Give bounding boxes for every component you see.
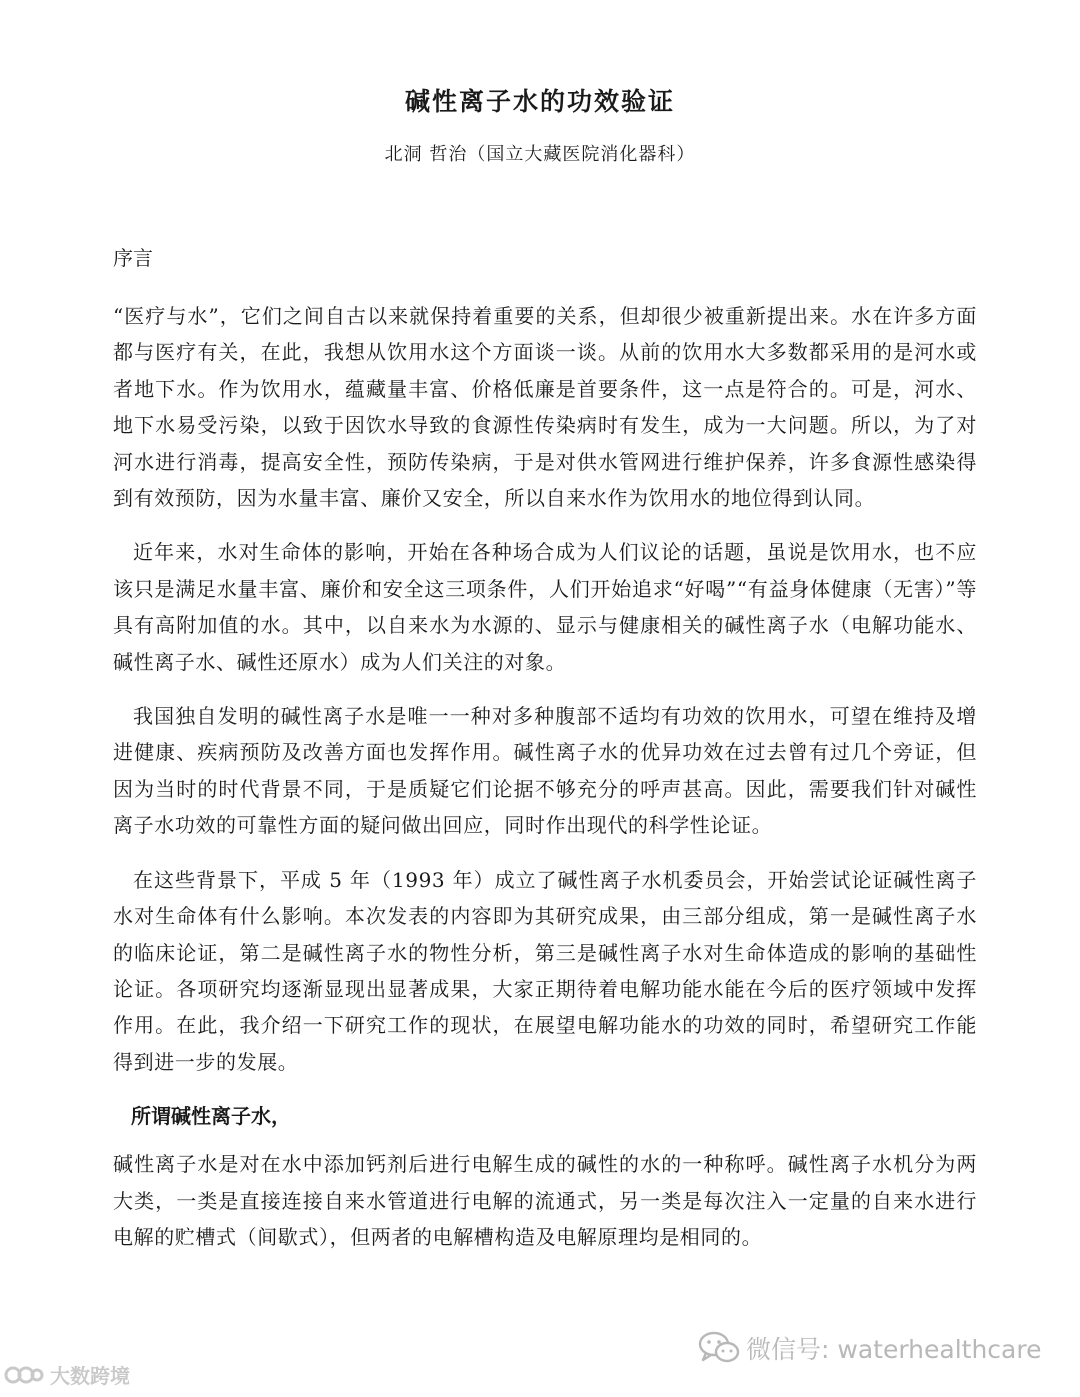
paragraph-4: 在这些背景下，平成 5 年（1993 年）成立了碱性离子水机委员会，开始尝试论证碱性离子水对生命体有什么影响。本次发表的内容即为其研究成果，由三部分组成，第一是碱性离子水的临床论证，第二是碱性离子水的物性分析，第三是碱性离子水对生命体造成的影响的基础性论证。各项研究均逐渐显现出显著成果，大家正期待着电解功能水能在今后的医疗领域中发挥作用。在此，我介绍一下研究工作的现状，在展望电解功能水的功效的同时，希望研究工作能得到进一步的发展。 — [113, 867, 977, 1074]
document-author: 北洞 哲治（国立大藏医院消化器科） — [384, 144, 696, 165]
wechat-id-text: 微信号: waterhealthcare — [746, 1335, 1042, 1364]
preface-heading: 序言 — [113, 246, 153, 270]
wechat-icon — [698, 1330, 740, 1366]
paragraph-2: 近年来，水对生命体的影响，开始在各种场合成为人们议论的话题，虽说是饮用水，也不应该只是满足水量丰富、廉价和安全这三项条件，人们开始追求“好喝”“有益身体健康（无害）”等具有高附加值的水。其中，以自来水为水源的、显示与健康相关的碱性离子水（电解功能水、碱性离子水、碱性还原水）成为人们关注的对象。 — [113, 540, 977, 674]
brand-logo-icon — [4, 1362, 44, 1388]
source-watermark — [4, 1360, 130, 1389]
document-body — [113, 240, 977, 1273]
wechat-watermark — [698, 1330, 1041, 1366]
source-watermark-text: 大数跨境 — [50, 1364, 130, 1388]
subheading-definition: 所谓碱性离子水， — [131, 1104, 291, 1129]
document-title: 碱性离子水的功效验证 — [404, 87, 675, 116]
paragraph-3: 我国独自发明的碱性离子水是唯一一种对多种腹部不适均有功效的饮用水，可望在维持及增进健康、疾病预防及改善方面也发挥作用。碱性离子水的优异功效在过去曾有过几个旁证，但因为当时的时代背景不同，于是质疑它们论据不够充分的呼声甚高。因此，需要我们针对碱性离子水功效的可靠性方面的疑问做出回应，同时作出现代的科学性论证。 — [113, 704, 977, 838]
paragraph-definition: 碱性离子水是对在水中添加钙剂后进行电解生成的碱性的水的一种称呼。碱性离子水机分为两大类，一类是直接连接自来水管道进行电解的流通式，另一类是每次注入一定量的自来水进行电解的贮槽式（间歇式），但两者的电解槽构造及电解原理均是相同的。 — [113, 1152, 977, 1249]
paragraph-1: “医疗与水”，它们之间自古以来就保持着重要的关系，但却很少被重新提出来。水在许多方面都与医疗有关，在此，我想从饮用水这个方面谈一谈。从前的饮用水大多数都采用的是河水或者地下水。作为饮用水，蕴藏量丰富、价格低廉是首要条件，这一点是符合的。可是，河水、地下水易受污染，以致于因饮水导致的食源性传染病时有发生，成为一大问题。所以，为了对河水进行消毒，提高安全性，预防传染病，于是对供水管网进行维护保养，许多食源性感染得到有效预防，因为水量丰富、廉价又安全，所以自来水作为饮用水的地位得到认同。 — [113, 304, 977, 511]
